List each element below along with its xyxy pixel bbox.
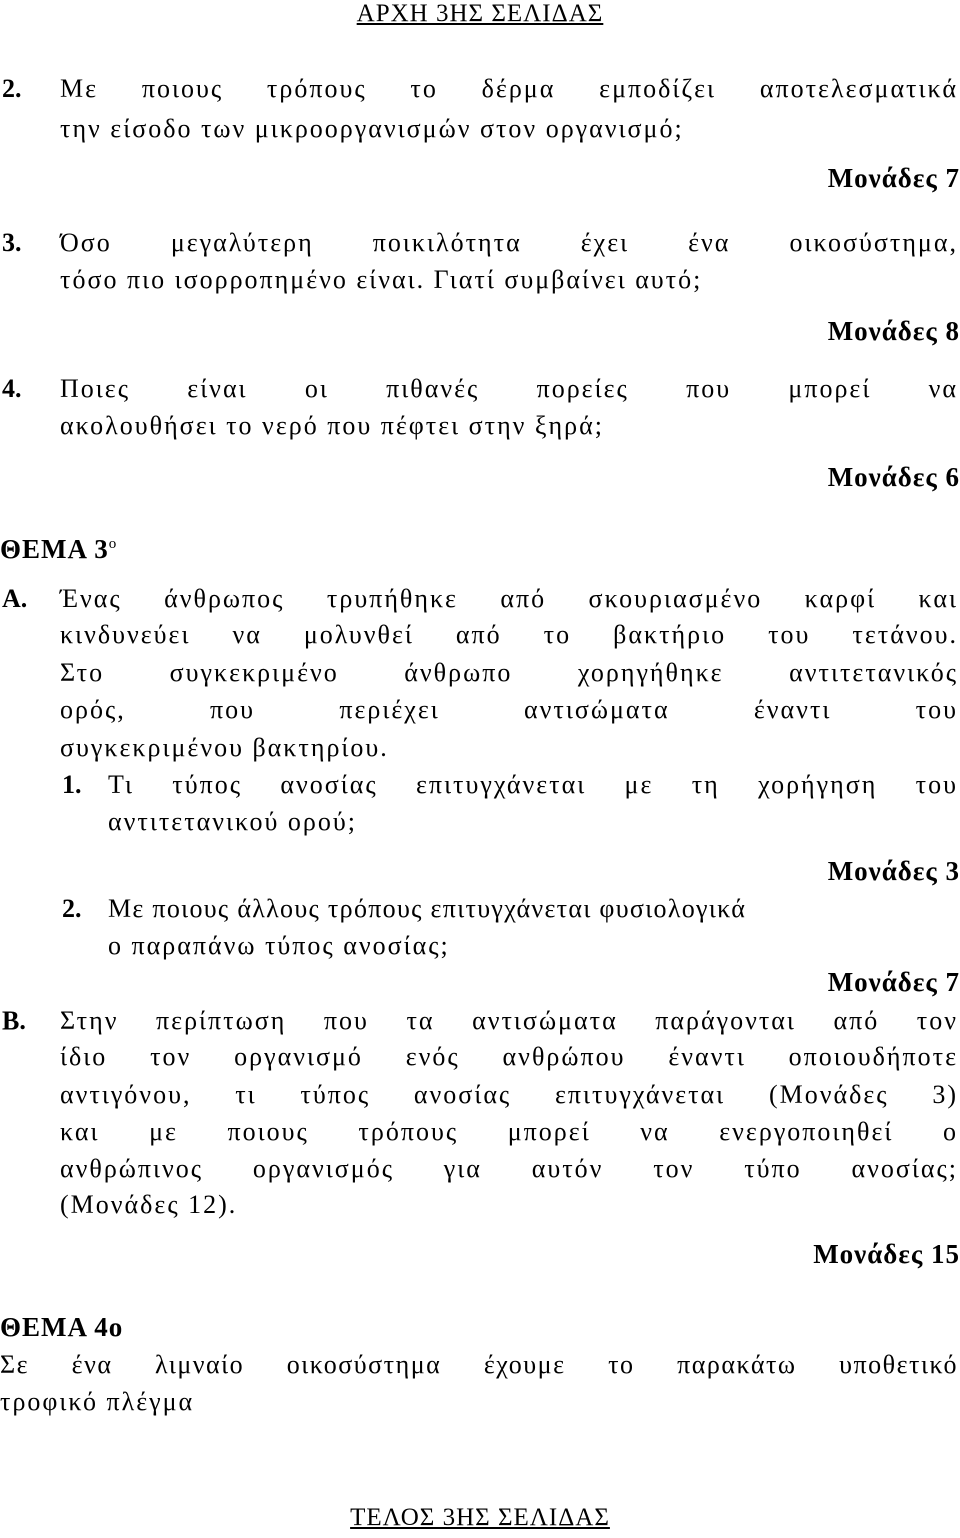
part-text-line: Ένας άνθρωπος τρυπήθηκε από σκουριασμένο καρφί και — [60, 584, 958, 613]
marks-label: Μονάδες 15 — [813, 1239, 960, 1269]
thema-4-text-line: Σε ένα λιμναίο οικοσύστημα έχουμε το παρακάτω υποθετικό — [0, 1350, 958, 1379]
sub-question-text-line: ο παραπάνω τύπος ανοσίας; — [108, 931, 450, 960]
part-text-line: αντιγόνου, τι τύπος ανοσίας επιτυγχάνεται (Μονάδες 3) — [60, 1080, 958, 1109]
part-text-line: Στο συγκεκριμένο άνθρωπο χορηγήθηκε αντιτετανικός — [60, 658, 958, 687]
sub-question-text-line: αντιτετανικού ορού; — [108, 807, 357, 836]
question-number: 3. — [2, 228, 22, 257]
part-text-line: Στην περίπτωση που τα αντισώματα παράγονται από τον — [60, 1006, 958, 1035]
part-label: Α. — [2, 584, 28, 613]
question-text-line: Ποιες είναι οι πιθανές πορείες που μπορεί να — [60, 374, 958, 403]
marks-label: Μονάδες 3 — [827, 856, 960, 886]
question-text-line: τόσο πιο ισορροπημένο είναι. Γιατί συμβαίνει αυτό; — [60, 265, 703, 294]
page-footer: ΤΕΛΟΣ 3ΗΣ ΣΕΛΙΔΑΣ — [350, 1504, 610, 1531]
sub-question-number: 1. — [62, 770, 82, 799]
part-text-line: κινδυνεύει να μολυνθεί από το βακτήριο του τετάνου. — [60, 620, 958, 649]
marks-label: Μονάδες 7 — [827, 163, 960, 193]
sub-question-number: 2. — [62, 894, 82, 923]
superscript: ο — [108, 536, 118, 552]
thema-4-text-line: τροφικό πλέγμα — [0, 1387, 195, 1416]
question-number: 4. — [2, 374, 22, 403]
part-text-line: ίδιο τον οργανισμό ενός ανθρώπου έναντι οποιουδήποτε — [60, 1042, 958, 1071]
part-text-line: (Μονάδες 12). — [60, 1190, 238, 1219]
marks-label: Μονάδες 6 — [827, 462, 960, 492]
part-text-line: συγκεκριμένου βακτηρίου. — [60, 733, 389, 762]
part-text-line: ανθρώπινος οργανισμός για αυτόν τον τύπο ανοσίας; — [60, 1154, 958, 1183]
question-text-line: Με ποιους τρόπους το δέρμα εμποδίζει αποτελεσματικά — [60, 74, 958, 103]
sub-question-text-line: Με ποιους άλλους τρόπους επιτυγχάνεται φυσιολογικά — [108, 894, 747, 923]
question-text-line: ακολουθήσει το νερό που πέφτει στην ξηρά; — [60, 411, 604, 440]
question-text-line: Όσο μεγαλύτερη ποικιλότητα έχει ένα οικοσύστημα, — [60, 228, 958, 257]
section-heading-thema-4: ΘΕΜΑ 4ο — [0, 1312, 124, 1342]
marks-label: Μονάδες 8 — [827, 316, 960, 346]
part-text-line: ορός, που περιέχει αντισώματα έναντι του — [60, 695, 958, 724]
sub-question-text-line: Τι τύπος ανοσίας επιτυγχάνεται με τη χορήγηση του — [108, 770, 958, 799]
part-text-line: και με ποιους τρόπους μπορεί να ενεργοποιηθεί ο — [60, 1117, 958, 1146]
part-label: Β. — [2, 1006, 26, 1035]
question-number: 2. — [2, 74, 22, 103]
question-text-line: την είσοδο των μικροοργανισμών στον οργανισμό; — [60, 114, 684, 143]
section-heading-thema-3: ΘΕΜΑ $3^o$ — [0, 534, 118, 564]
page-header: ΑΡΧΗ 3ΗΣ ΣΕΛΙΔΑΣ — [356, 0, 604, 27]
marks-label: Μονάδες 7 — [827, 967, 960, 997]
